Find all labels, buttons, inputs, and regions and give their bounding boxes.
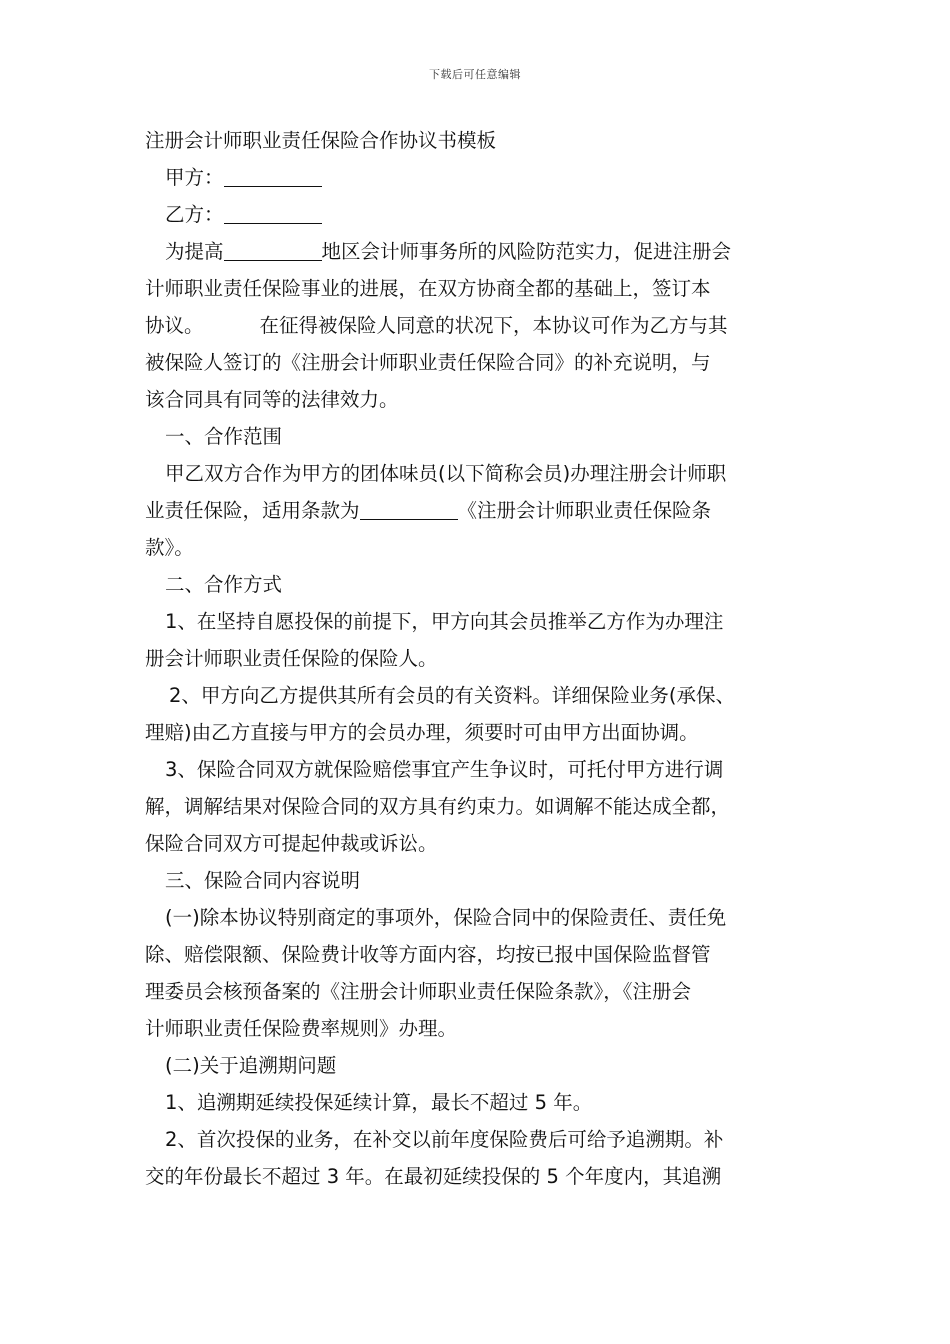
paragraph-line: 解，调解结果对保险合同的双方具有约束力。如调解不能达成全都， [145, 795, 731, 818]
paragraph-line: (一)除本协议特别商定的事项外，保险合同中的保险责任、责任免 [165, 906, 727, 929]
text-span: 业责任保险，适用条款为 [145, 499, 360, 522]
paragraph-line: 理委员会核预备案的《注册会计师职业责任保险条款》，《注册会 [145, 980, 692, 1003]
paragraph-line: 2、甲方向乙方提供其所有会员的有关资料。详细保险业务(承保、 [169, 684, 736, 707]
paragraph-line: 1、在坚持自愿投保的前提下，甲方向其会员推举乙方作为办理注 [165, 610, 724, 633]
text-span: 在征得被保险人同意的状况下，本协议可作为乙方与其 [259, 314, 728, 337]
region-blank [224, 238, 322, 261]
party-a-blank [224, 164, 322, 187]
paragraph-line: 计师职业责任保险费率规则》办理。 [145, 1017, 458, 1040]
paragraph-line: 计师职业责任保险事业的进展，在双方协商全都的基础上，签订本 [145, 277, 711, 300]
paragraph-line [145, 307, 810, 344]
party-b-blank [224, 201, 322, 224]
subsection-heading: (二)关于追溯期问题 [165, 1054, 337, 1077]
party-a-line [145, 159, 810, 196]
section-heading-1: 一、合作范围 [165, 425, 283, 448]
paragraph-line: 被保险人签订的《注册会计师职业责任保险合同》的补充说明，与 [145, 351, 711, 374]
paragraph-line: 理赔)由乙方直接与甲方的会员办理，须要时可由甲方出面协调。 [145, 721, 699, 744]
paragraph-line: 款》。 [145, 536, 194, 559]
paragraph-line: 1、追溯期延续投保延续计算，最长不超过 5 年。 [165, 1091, 593, 1114]
text-span: 地区会计师事务所的风险防范实力，促进注册会 [321, 240, 732, 263]
text-span: 《注册会计师职业责任保险条 [457, 499, 712, 522]
section-heading-2: 二、合作方式 [165, 573, 283, 596]
paragraph-line [145, 492, 810, 529]
paragraph-line [145, 233, 810, 270]
paragraph-line: 甲乙双方合作为甲方的团体味员(以下简称会员)办理注册会计师职 [165, 462, 727, 485]
paragraph-line: 2、首次投保的业务，在补交以前年度保险费后可给予追溯期。补 [165, 1128, 724, 1151]
section-heading-3: 三、保险合同内容说明 [165, 869, 361, 892]
paragraph-line: 册会计师职业责任保险的保险人。 [145, 647, 438, 670]
page-header-note: 下载后可任意编辑 [429, 68, 521, 81]
text-span: 为提高 [165, 240, 224, 263]
document-title: 注册会计师职业责任保险合作协议书模板 [145, 129, 497, 152]
paragraph-line: 3、保险合同双方就保险赔偿事宜产生争议时，可托付甲方进行调 [165, 758, 724, 781]
paragraph-line: 交的年份最长不超过 3 年。在最初延续投保的 5 个年度内，其追溯 [145, 1165, 722, 1188]
paragraph-line: 保险合同双方可提起仲裁或诉讼。 [145, 832, 438, 855]
text-span: 协议。 [145, 314, 204, 337]
party-b-label: 乙方： [165, 203, 224, 226]
clause-blank [360, 497, 458, 520]
paragraph-line: 该合同具有同等的法律效力。 [145, 388, 399, 411]
document-body [145, 122, 810, 1195]
party-b-line [145, 196, 810, 233]
paragraph-line: 除、赔偿限额、保险费计收等方面内容，均按已报中国保险监督管 [145, 943, 711, 966]
party-a-label: 甲方： [165, 166, 224, 189]
